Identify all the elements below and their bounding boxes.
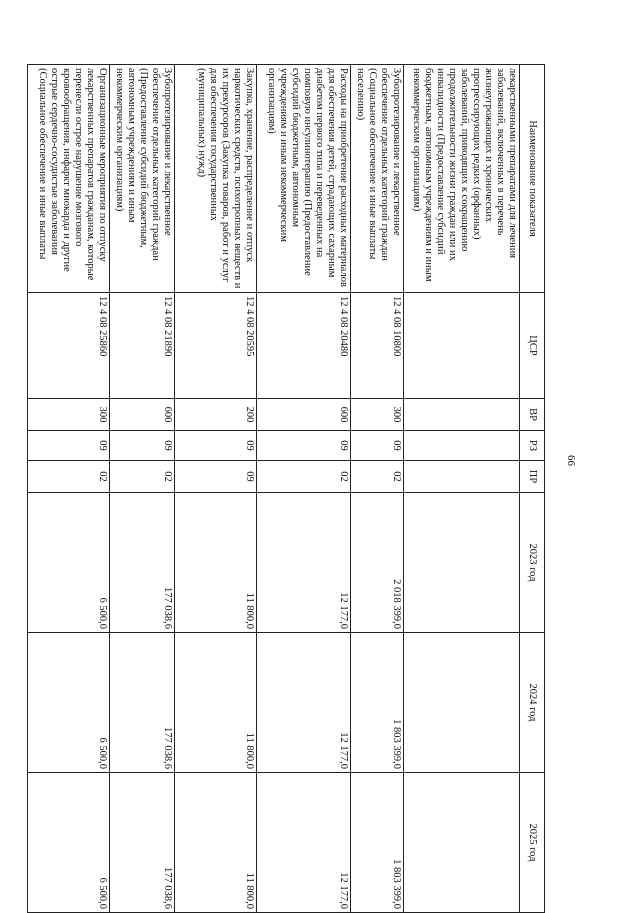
table-row bbox=[350, 65, 403, 913]
table-row bbox=[175, 65, 256, 913]
cell-vr: 300 bbox=[28, 399, 110, 431]
cell-vr: 200 bbox=[175, 399, 256, 431]
header-csr: ЦСР bbox=[520, 293, 545, 399]
cell-2025: 1 803 399,0 bbox=[350, 773, 403, 913]
cell-2023: 2 018 399,0 bbox=[350, 493, 403, 633]
cell-rz: 09 bbox=[28, 431, 110, 461]
cell-csr: 12 4 08 21890 bbox=[109, 293, 175, 399]
cell-csr bbox=[404, 293, 520, 399]
cell-csr: 12 4 08 20595 bbox=[175, 293, 256, 399]
header-pr: ПР bbox=[520, 461, 545, 493]
cell-2025: 12 177,0 bbox=[256, 773, 350, 913]
header-2024: 2024 год bbox=[520, 633, 545, 773]
header-name: Наименование показателя bbox=[520, 65, 545, 293]
cell-rz bbox=[404, 431, 520, 461]
cell-2025: 177 038,6 bbox=[109, 773, 175, 913]
cell-name: Закупка, хранение, распределение и отпуск наркотических средств, психотропных веществ и их прекурсоров (Закупка товаров, работ и услуг для обеспечения государственных (муниципальных) нужд) bbox=[175, 65, 256, 293]
cell-2025: 6 500,0 bbox=[28, 773, 110, 913]
budget-table bbox=[27, 64, 545, 913]
cell-pr: 02 bbox=[350, 461, 403, 493]
cell-name: Зубопротезирование и лекарственное обеспечение отдельных категорий граждан (Предоставление субсидий бюджетным, автономным учреждениям и иным некоммерческим организациям) bbox=[109, 65, 175, 293]
cell-rz: 09 bbox=[175, 431, 256, 461]
cell-pr: 09 bbox=[175, 461, 256, 493]
cell-name: Зубопротезирование и лекарственное обеспечение отдельных категорий граждан (Социальное обеспечение и иные выплаты населению) bbox=[350, 65, 403, 293]
header-vr: ВР bbox=[520, 399, 545, 431]
cell-pr: 02 bbox=[109, 461, 175, 493]
cell-2023: 6 500,0 bbox=[28, 493, 110, 633]
table-row bbox=[109, 65, 175, 913]
cell-2025 bbox=[404, 773, 520, 913]
header-rz: РЗ bbox=[520, 431, 545, 461]
cell-2025: 11 800,0 bbox=[175, 773, 256, 913]
cell-name: лекарственными препаратами для лечения заболеваний, включенных в перечень жизнеугрожающих и хронических прогрессирующих редких (орфанных) заболеваний, приводящих к сокращению продолжительности жизни граждан или их инвалидности (Предоставление субсидий бюджетным, автономным учреждениям и иным некоммерческим организациям) bbox=[404, 65, 520, 293]
cell-csr: 12 4 08 25860 bbox=[28, 293, 110, 399]
header-row bbox=[520, 65, 545, 913]
cell-vr: 600 bbox=[109, 399, 175, 431]
table-row bbox=[28, 65, 110, 913]
cell-2023: 11 800,0 bbox=[175, 493, 256, 633]
cell-vr bbox=[404, 399, 520, 431]
table-row bbox=[404, 65, 520, 913]
cell-2024: 1 803 399,0 bbox=[350, 633, 403, 773]
cell-vr: 300 bbox=[350, 399, 403, 431]
cell-2023: 177 038,6 bbox=[109, 493, 175, 633]
cell-name: Расходы на приобретение расходных материалов для обеспечения детей, страдающих сахарным диабетом первого типа и переведенных на помповую инсулинотерапию (Предоставление субсидий бюджетным, автономным учреждениям и иным некоммерческим организациям) bbox=[256, 65, 350, 293]
cell-csr: 12 4 08 10800 bbox=[350, 293, 403, 399]
cell-2024 bbox=[404, 633, 520, 773]
rotated-table-container bbox=[27, 64, 545, 912]
cell-rz: 09 bbox=[350, 431, 403, 461]
cell-rz: 09 bbox=[256, 431, 350, 461]
cell-2024: 11 800,0 bbox=[175, 633, 256, 773]
cell-2024: 177 038,6 bbox=[109, 633, 175, 773]
header-2023: 2023 год bbox=[520, 493, 545, 633]
cell-2024: 6 500,0 bbox=[28, 633, 110, 773]
cell-pr: 02 bbox=[256, 461, 350, 493]
table-row bbox=[256, 65, 350, 913]
cell-2023: 12 177,0 bbox=[256, 493, 350, 633]
page-number: 66 bbox=[565, 455, 577, 466]
cell-pr bbox=[404, 461, 520, 493]
cell-rz: 09 bbox=[109, 431, 175, 461]
cell-vr: 600 bbox=[256, 399, 350, 431]
header-2025: 2025 год bbox=[520, 773, 545, 913]
cell-pr: 02 bbox=[28, 461, 110, 493]
cell-2023 bbox=[404, 493, 520, 633]
cell-2024: 12 177,0 bbox=[256, 633, 350, 773]
cell-name: Организационные мероприятия по отпуску лекарственных препаратов гражданам, которые перенесли острое нарушение мозгового кровообращения, инфаркт миокарда и другие острые сердечно-сосудистые заболевания (Социальное обеспечение и иные выплаты bbox=[28, 65, 110, 293]
cell-csr: 12 4 08 20480 bbox=[256, 293, 350, 399]
